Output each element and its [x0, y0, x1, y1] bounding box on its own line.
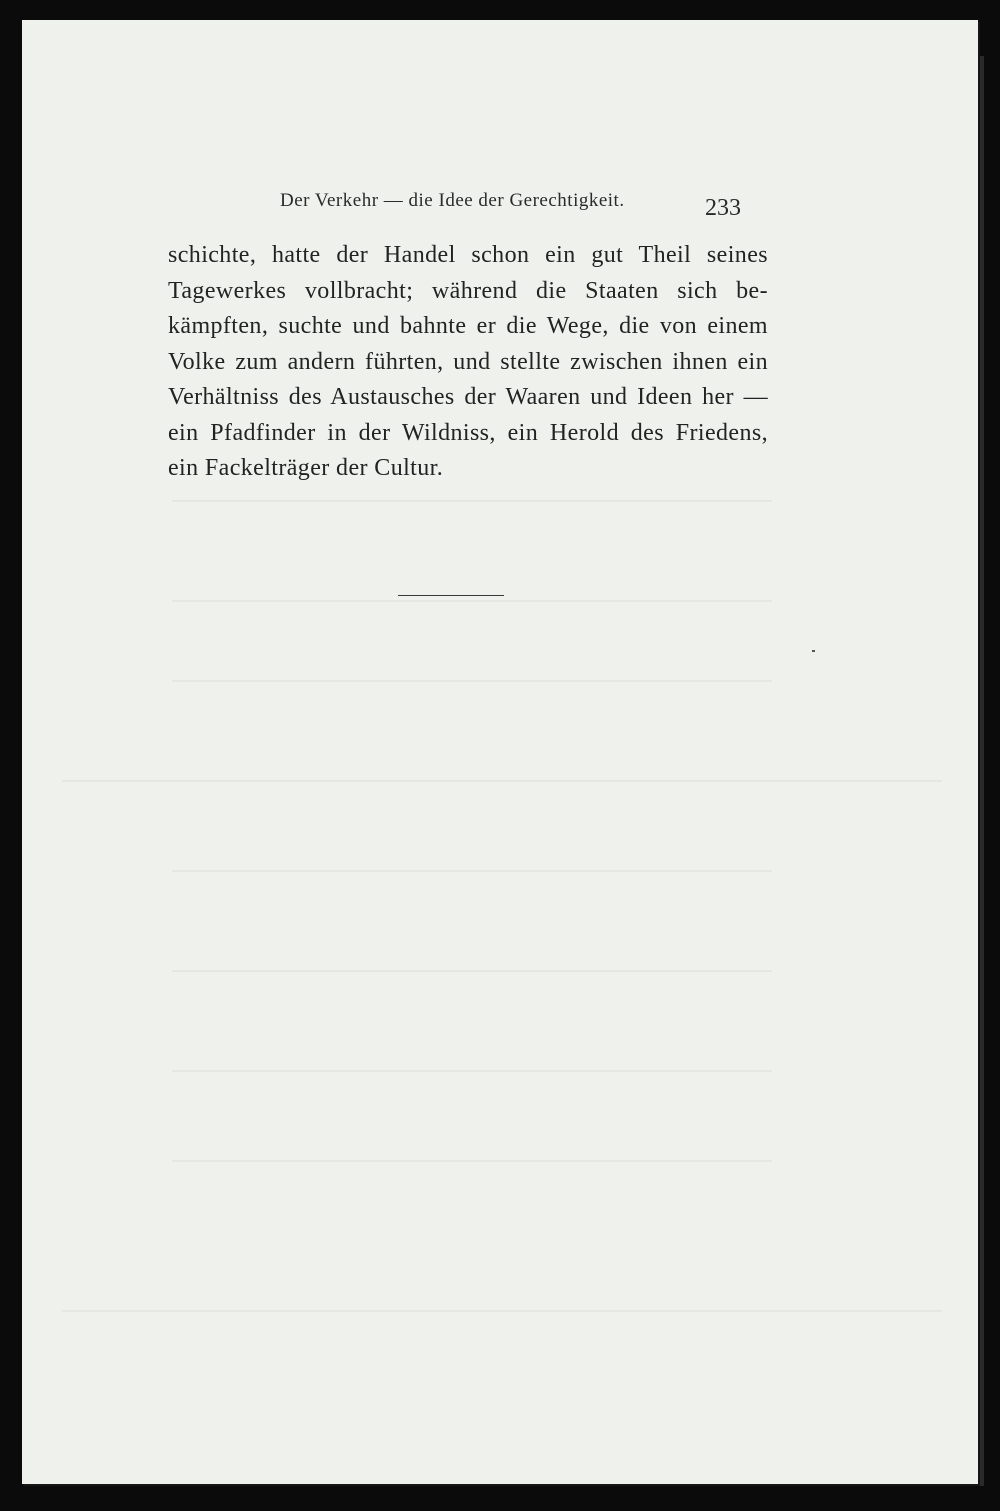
text-line: Volke zum andern führten, und stellte zwischen ihnen ein: [168, 348, 768, 375]
text-line: schichte, hatte der Handel schon ein gut Theil seines: [168, 242, 768, 268]
text-line: kämpften, suchte und bahnte er die Wege, die von einem: [168, 313, 768, 339]
show-through-line: [172, 1070, 772, 1072]
text-line: ein Fackelträger der Cultur.: [168, 455, 444, 481]
book-page: [22, 20, 978, 1484]
text-line: Verhältniss des Austausches der Waaren und Ideen her —: [168, 384, 768, 410]
show-through-line: [172, 1160, 772, 1162]
show-through-line: [62, 780, 942, 782]
show-through-line: [172, 870, 772, 872]
text-line: ein Pfadfinder in der Wildniss, ein Herold des Friedens,: [168, 419, 768, 446]
page-number: 233: [705, 195, 741, 221]
show-through-line: [62, 1310, 942, 1312]
show-through-line: [172, 600, 772, 602]
section-end-rule: [398, 595, 504, 596]
body-paragraph: [168, 238, 768, 487]
text-line: Tagewerkes vollbracht; während die Staaten sich be-: [168, 277, 768, 304]
running-head: Der Verkehr — die Idee der Gerechtigkeit.: [280, 190, 625, 211]
show-through-line: [172, 680, 772, 682]
page-edge-shadow: [978, 56, 984, 1486]
dust-speck: [812, 650, 815, 652]
show-through-line: [172, 970, 772, 972]
show-through-line: [172, 500, 772, 502]
